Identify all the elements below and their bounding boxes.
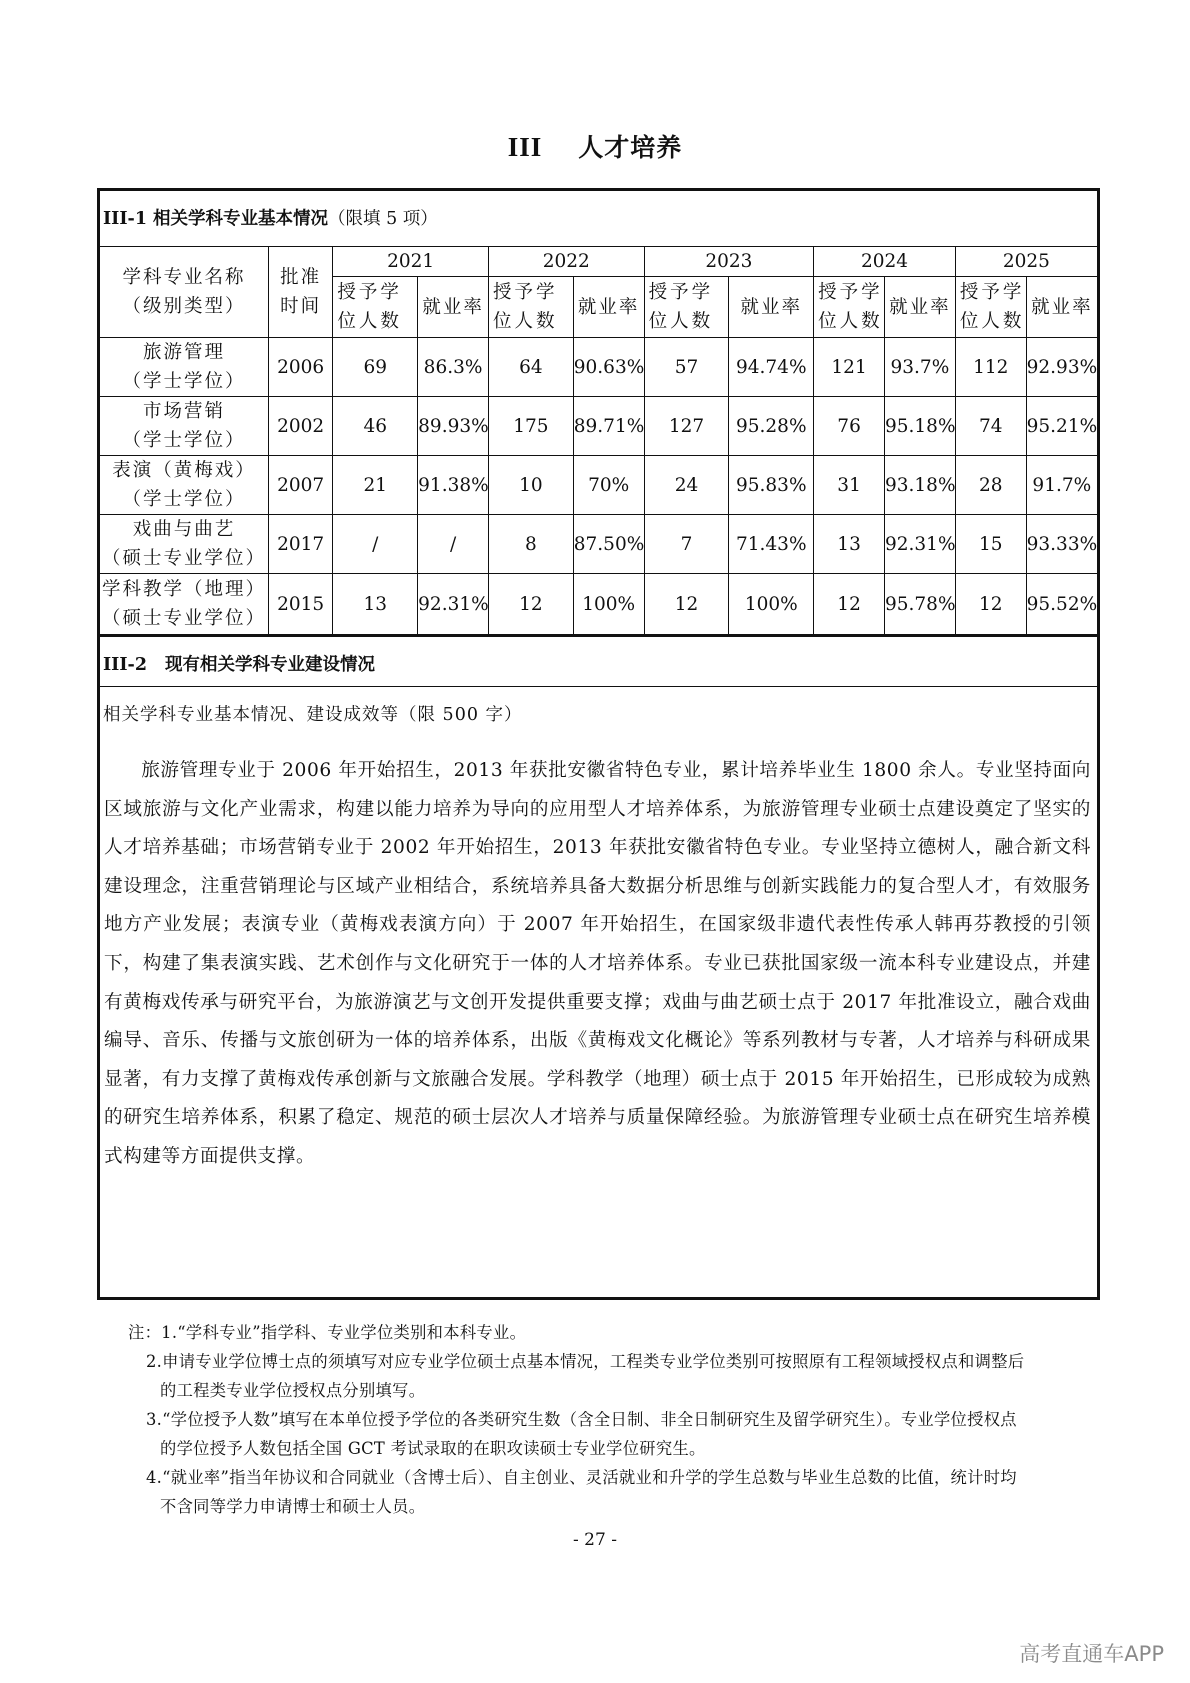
cell-employment-rate: 91.7%: [1026, 456, 1097, 515]
cell-degree-count: 127: [644, 397, 729, 456]
footnote-item: 4.“就业率”指当年协议和合同就业（含博士后）、自主创业、灵活就业和升学的学生总数与毕业生总数的比值，统计时均不含同等学力申请博士和硕士人员。: [146, 1468, 1017, 1516]
page-number: - 27 -: [573, 1530, 617, 1550]
cell-degree-count: 46: [333, 397, 418, 456]
cell-employment-rate: 86.3%: [418, 338, 489, 397]
cell-employment-rate: 95.52%: [1026, 574, 1097, 636]
cell-degree-count: 74: [955, 397, 1026, 456]
cell-employment-rate: 90.63%: [573, 338, 644, 397]
watermark-text: 高考直通车APP: [1019, 1642, 1164, 1666]
cell-discipline-name: 旅游管理 （学士学位）: [100, 338, 268, 397]
cell-employment-rate: 92.31%: [418, 574, 489, 636]
cell-degree-count: 76: [814, 397, 885, 456]
section2-body: 旅游管理专业于 2006 年开始招生，2013 年获批安徽省特色专业，累计培养毕业生 1800 余人。专业坚持面向区域旅游与文化产业需求，构建以能力培养为导向的应用型人才培养体系，为旅游管理专业硕士点建设奠定了坚实的人才培养基础；市场营销专业于 2002 年开始招生，2013 年获批安徽省特色专业。专业坚持立德树人，融合新文科建设理念，注重营销理论与区域产业相结合，系统培养具备大数据分析思维与创新实践能力的复合型人才，有效服务地方产业发展；表演专业（黄梅戏表演方向）于 2007 年开始招生，在国家级非遗代表性传承人韩再芬教授的引领下，构建了集表演实践、艺术创作与文化研究于一体的人才培养体系。专业已获批国家级一流本科专业建设点，并建有黄梅戏传承与研究平台，为旅游演艺与文创开发提供重要支撑；戏曲与曲艺硕士点于 2017 年批准设立，融合戏曲编导、音乐、传播与文旅创研为一体的培养体系，出版《黄梅戏文化概论》等系列教材与专著，人才培养与科研成果显著，有力支撑了黄梅戏传承创新与文旅融合发展。学科教学（地理）硕士点于 2015 年开始招生，已形成较为成熟的研究生培养体系，积累了稳定、规范的硕士层次人才培养与质量保障经验。为旅游管理专业硕士点在研究生培养模式构建等方面提供支撑。: [104, 760, 1091, 1167]
cell-degree-count: 24: [644, 456, 729, 515]
cell-employment-rate: 89.93%: [418, 397, 489, 456]
section1-heading: [100, 191, 1097, 247]
cell-employment-rate: 95.18%: [884, 397, 955, 456]
cell-degree-count: 13: [333, 574, 418, 636]
title-roman: III: [507, 132, 543, 162]
cell-employment-rate: 70%: [573, 456, 644, 515]
form-frame: [97, 188, 1100, 1300]
header-year: 2022: [488, 247, 644, 277]
cell-degree-count: 8: [488, 515, 573, 574]
cell-degree-count: 12: [488, 574, 573, 636]
cell-degree-count: 31: [814, 456, 885, 515]
cell-degree-count: 121: [814, 338, 885, 397]
header-employment: 就业率: [573, 277, 644, 338]
section2-name: 现有相关学科专业建设情况: [165, 655, 375, 675]
section1-name: 相关学科专业基本情况: [153, 209, 328, 229]
header-year: 2025: [955, 247, 1097, 277]
header-employment: 就业率: [418, 277, 489, 338]
header-employment: 就业率: [884, 277, 955, 338]
cell-employment-rate: 95.83%: [729, 456, 814, 515]
header-employment: 就业率: [1026, 277, 1097, 338]
header-row-years: [100, 247, 1097, 277]
cell-employment-rate: 91.38%: [418, 456, 489, 515]
table-row: [100, 515, 1097, 574]
cell-degree-count: 21: [333, 456, 418, 515]
cell-employment-rate: 93.7%: [884, 338, 955, 397]
cell-degree-count: 64: [488, 338, 573, 397]
section2-heading: [100, 637, 1097, 687]
section1-note: （限填 5 项）: [328, 209, 438, 229]
cell-employment-rate: 71.43%: [729, 515, 814, 574]
cell-employment-rate: 89.71%: [573, 397, 644, 456]
cell-employment-rate: 95.28%: [729, 397, 814, 456]
header-degree-count: 授予学 位人数: [333, 277, 418, 338]
cell-discipline-name: 市场营销 （学士学位）: [100, 397, 268, 456]
table-row: [100, 397, 1097, 456]
cell-degree-count: 175: [488, 397, 573, 456]
discipline-table: [100, 247, 1097, 637]
table-row: [100, 574, 1097, 636]
header-degree-count: 授予学 位人数: [644, 277, 729, 338]
cell-employment-rate: 87.50%: [573, 515, 644, 574]
footnote-item: 2.申请专业学位博士点的须填写对应专业学位硕士点基本情况，工程类专业学位类别可按照原有工程领域授权点和调整后的工程类专业学位授权点分别填写。: [146, 1352, 1025, 1400]
cell-degree-count: 13: [814, 515, 885, 574]
cell-degree-count: 28: [955, 456, 1026, 515]
header-degree-count: 授予学 位人数: [955, 277, 1026, 338]
cell-degree-count: 57: [644, 338, 729, 397]
section1-code: III-1: [103, 209, 147, 229]
section2-code: III-2: [103, 655, 147, 675]
cell-employment-rate: 100%: [573, 574, 644, 636]
cell-employment-rate: 92.31%: [884, 515, 955, 574]
section2-subheading: 相关学科专业基本情况、建设成效等（限 500 字）: [103, 705, 523, 725]
cell-approve-year: 2006: [268, 338, 332, 397]
header-employment: 就业率: [729, 277, 814, 338]
cell-approve-year: 2015: [268, 574, 332, 636]
table-row: [100, 456, 1097, 515]
cell-employment-rate: 93.18%: [884, 456, 955, 515]
cell-approve-year: 2017: [268, 515, 332, 574]
title-text: 人才培养: [578, 133, 683, 162]
cell-employment-rate: 92.93%: [1026, 338, 1097, 397]
cell-degree-count: 12: [955, 574, 1026, 636]
cell-degree-count: 112: [955, 338, 1026, 397]
cell-degree-count: 69: [333, 338, 418, 397]
footnote-item: 注：1.“学科专业”指学科、专业学位类别和本科专业。: [128, 1323, 527, 1342]
header-degree-count: 授予学 位人数: [488, 277, 573, 338]
footnote-item: 3.“学位授予人数”填写在本单位授予学位的各类研究生数（含全日制、非全日制研究生及留学研究生）。专业学位授权点的学位授予人数包括全国 GCT 考试录取的在职攻读硕士专业学位研究生。: [146, 1410, 1017, 1458]
header-name: 学科专业名称 （级别类型）: [100, 247, 268, 338]
header-year: 2023: [644, 247, 814, 277]
footnotes: [128, 1318, 1028, 1521]
page-title: [0, 128, 1190, 164]
cell-degree-count: /: [333, 515, 418, 574]
cell-employment-rate: 93.33%: [1026, 515, 1097, 574]
header-year: 2024: [814, 247, 956, 277]
header-degree-count: 授予学 位人数: [814, 277, 885, 338]
cell-degree-count: 7: [644, 515, 729, 574]
cell-degree-count: 12: [814, 574, 885, 636]
cell-degree-count: 12: [644, 574, 729, 636]
cell-approve-year: 2007: [268, 456, 332, 515]
table-row: [100, 338, 1097, 397]
cell-discipline-name: 戏曲与曲艺 （硕士专业学位）: [100, 515, 268, 574]
cell-employment-rate: 100%: [729, 574, 814, 636]
cell-discipline-name: 学科教学（地理） （硕士专业学位）: [100, 574, 268, 636]
cell-employment-rate: 94.74%: [729, 338, 814, 397]
cell-degree-count: 10: [488, 456, 573, 515]
cell-approve-year: 2002: [268, 397, 332, 456]
cell-degree-count: 15: [955, 515, 1026, 574]
cell-discipline-name: 表演（黄梅戏） （学士学位）: [100, 456, 268, 515]
header-approve: 批准 时间: [268, 247, 332, 338]
cell-employment-rate: 95.21%: [1026, 397, 1097, 456]
cell-employment-rate: 95.78%: [884, 574, 955, 636]
cell-employment-rate: /: [418, 515, 489, 574]
header-year: 2021: [333, 247, 489, 277]
